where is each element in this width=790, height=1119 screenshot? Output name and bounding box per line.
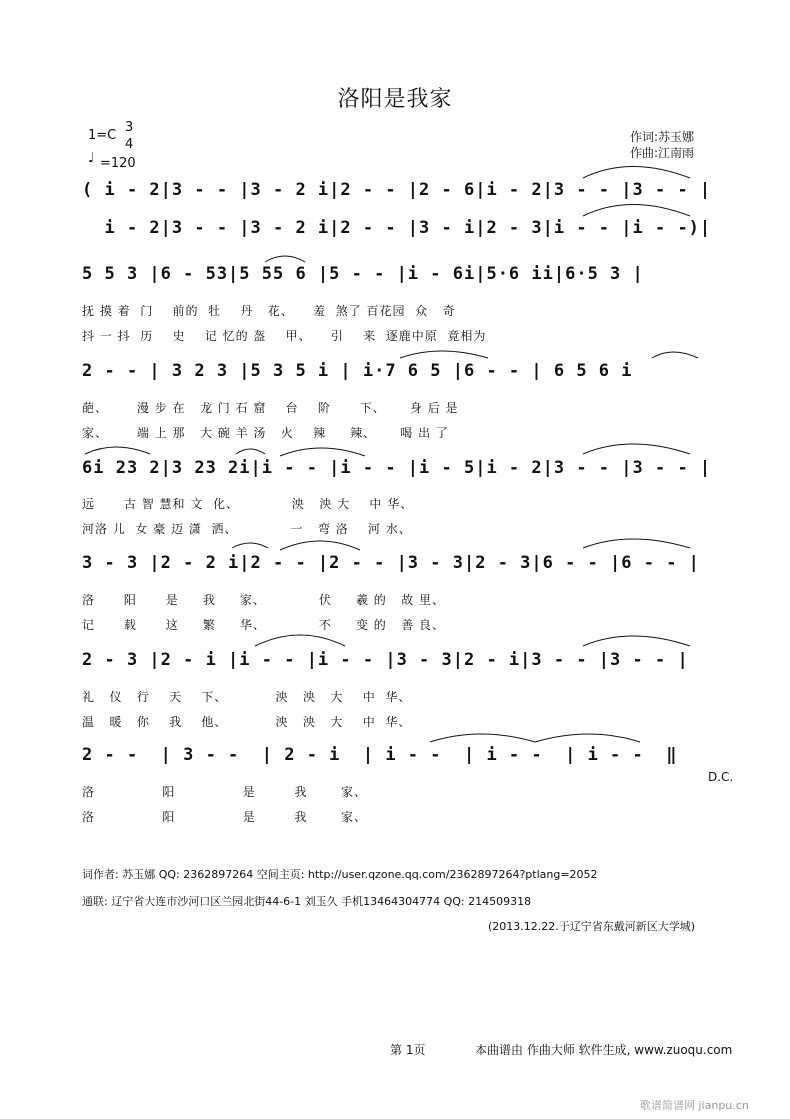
slur: [265, 256, 305, 262]
lyric-line: 温 暖 你 我 他、 泱 泱 大 中 华、: [82, 715, 412, 729]
lyric-line: 河洛 儿 女 豪 迈 潇 洒、 一 弯 洛 河 水、: [82, 522, 412, 536]
contact-info: 通联: 辽宁省大连市沙河口区兰园北街44-6-1 刘玉久 手机13464304774 QQ: 214509318: [82, 895, 532, 908]
lyric-line: 抖 一 抖 历 史 记 忆的 盔 甲、 引 来 逐鹿中原 竟相为: [82, 329, 487, 343]
lyric-line: 抚 摸 着 门 前的 牡 丹 花、 羞 煞了 百花园 众 奇: [82, 304, 456, 318]
music-system-4: 2 - - | 3 2 3 |5 3 5 i | i·7 6 5 |6 - - | 6 5 6 i: [82, 361, 633, 381]
slur: [583, 444, 690, 454]
music-system-5: 6i 23 2|3 23 2i|i - - |i - - |i - 5|i - 2|3 - - |3 - - |: [82, 458, 712, 478]
slur: [232, 543, 268, 548]
slur: [85, 447, 150, 454]
watermark: 歌谱简谱网 jianpu.cn: [640, 1099, 749, 1112]
generator-note: 本曲谱由 作曲大师 软件生成, www.zuoqu.com: [475, 1043, 733, 1057]
tempo-mark: =120: [100, 156, 136, 171]
slur: [280, 541, 360, 550]
date-place: (2013.12.22.于辽宁省东戴河新区大学城): [488, 920, 696, 933]
music-system-2: i - 2|3 - - |3 - 2 i|2 - - |3 - i|2 - 3|i - - |i - -)|: [82, 218, 712, 238]
page-number: 第 1页: [390, 1043, 426, 1057]
music-system-3: 5 5 3 |6 - 53|5 55 6 |5 - - |i - 6i|5·6 ii|6·5 3 |: [82, 264, 644, 284]
page-title: 洛阳是我家: [337, 87, 453, 112]
slur: [583, 539, 690, 548]
slur: [280, 448, 365, 456]
slur: [400, 351, 488, 358]
lyricist-credit: 作词:苏玉娜: [630, 130, 695, 144]
music-system-1: ( i - 2|3 - - |3 - 2 i|2 - - |2 - 6|i - 2|3 - - |3 - - |: [82, 180, 712, 200]
lyric-line: 洛 阳 是 我 家、: [82, 785, 368, 799]
music-system-8: 2 - - | 3 - - | 2 - i | i - - | i - - | i - - ‖: [82, 745, 678, 765]
slur: [583, 167, 690, 179]
lyric-line: 洛 阳 是 我 家、 伏 羲 的 故 里、: [82, 593, 446, 607]
slur: [583, 636, 690, 646]
time-signature-top: 3: [125, 120, 134, 135]
slur: [583, 205, 690, 217]
music-system-7: 2 - 3 |2 - i |i - - |i - - |3 - 3|2 - i|3 - - |3 - - |: [82, 650, 689, 670]
time-signature-bottom: 4: [125, 137, 134, 152]
da-capo-mark: D.C.: [708, 770, 734, 784]
lyric-line: 洛 阳 是 我 家、: [82, 810, 368, 824]
lyric-line: 礼 仪 行 天 下、 泱 泱 大 中 华、: [82, 690, 412, 704]
lyric-line: 葩、 漫 步 在 龙 门 石 窟 台 阶 下、 身 后 是: [82, 401, 459, 415]
quarter-note-icon: ♩: [88, 151, 95, 166]
slur: [535, 734, 640, 742]
slur: [430, 734, 535, 742]
slur: [236, 449, 265, 454]
lyric-line: 远 古 智 慧和 文 化、 泱 泱 大 中 华、: [82, 497, 414, 511]
composer-credit: 作曲:江南雨: [630, 146, 695, 160]
key-signature: 1=C: [88, 128, 117, 143]
lyric-line: 记 载 这 繁 华、 不 变 的 善 良、: [82, 618, 446, 632]
author-info: 词作者: 苏玉娜 QQ: 2362897264 空间主页: http://user.qzone.qq.com/2362897264?ptlang=2052: [82, 868, 598, 881]
music-system-6: 3 - 3 |2 - 2 i|2 - - |2 - - |3 - 3|2 - 3|6 - - |6 - - |: [82, 553, 700, 573]
slur: [652, 352, 698, 358]
slur: [255, 635, 345, 646]
lyric-line: 家、 端 上 那 大 碗 羊 汤 火 辣 辣、 喝 出 了: [82, 426, 449, 440]
